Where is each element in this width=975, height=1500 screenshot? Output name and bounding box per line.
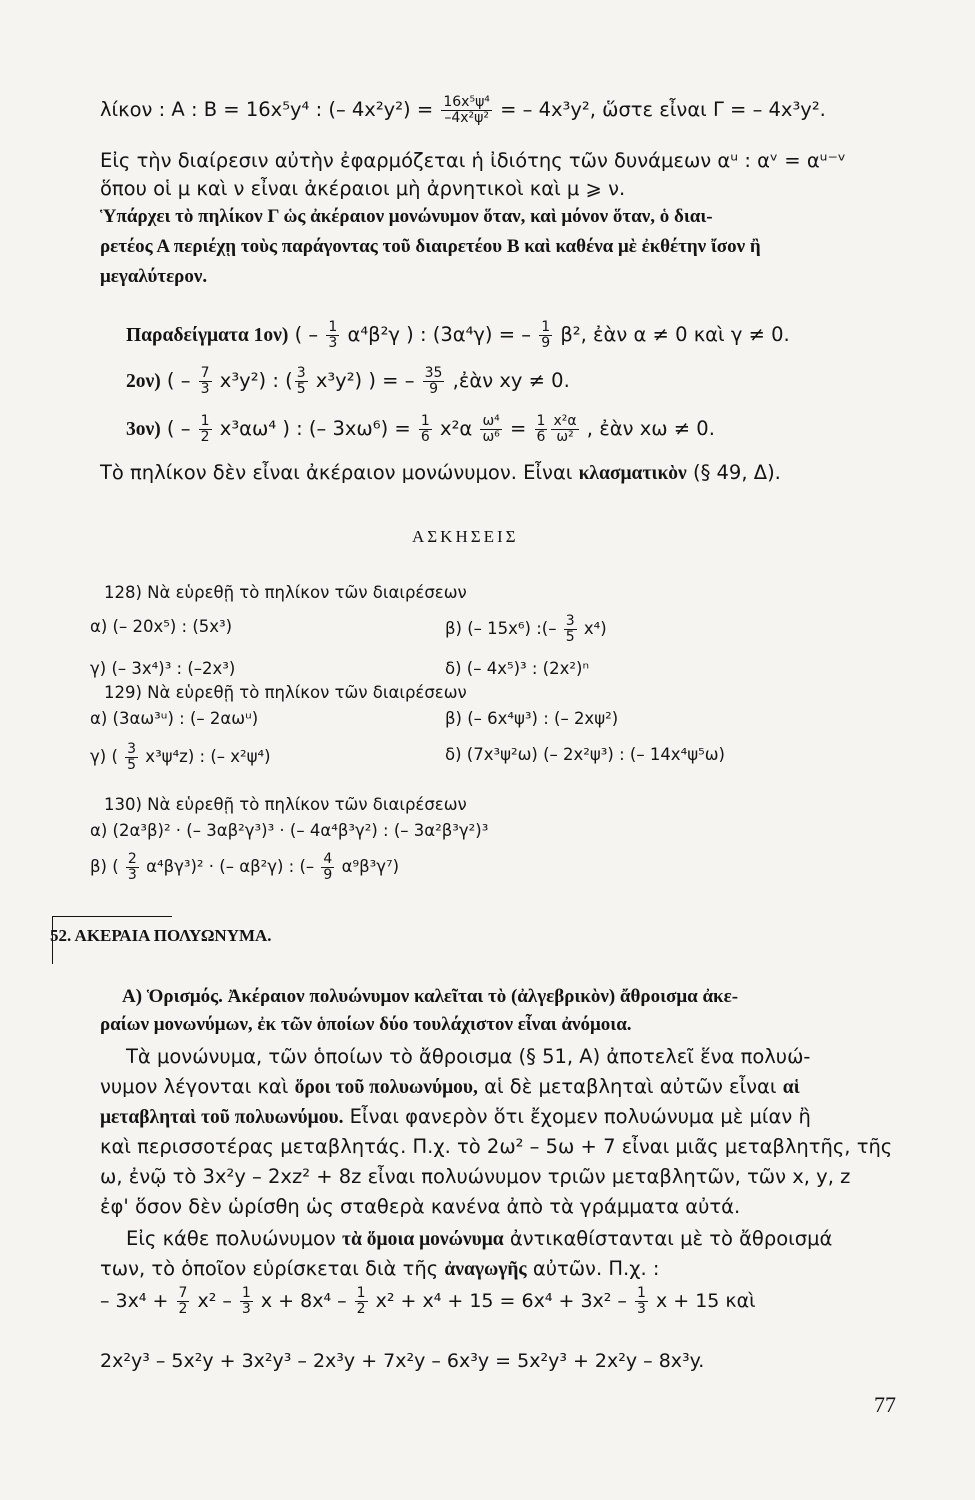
text-line: ὅπου οἱ μ καὶ ν εἶναι ἀκέραιοι μὴ ἀρνητικοὶ καὶ μ ⩾ ν. <box>100 177 626 200</box>
example-label: 2ον) <box>126 371 161 392</box>
fraction-numerator: 16x⁵ψ⁴ <box>443 94 490 110</box>
text-span: = – 4x³y², ὥστε εἶναι Γ = – 4x³y². <box>493 98 826 121</box>
exercise-item: α) (2α³β)² · (– 3αβ²γ³)³ · (– 4α⁴β³γ²) : (– 3α²β³γ²)³ <box>90 821 489 840</box>
text-span: νυμον λέγονται καὶ <box>100 1075 295 1098</box>
fraction <box>295 366 308 397</box>
fraction <box>326 320 339 351</box>
fraction-numerator: 3 <box>127 741 137 757</box>
text-span: x + 15 καὶ <box>649 1290 756 1312</box>
text-line: Εἰς τὴν διαίρεσιν αὐτὴν ἐφαρμόζεται ἡ ἰδιότης τῶν δυνάμεων αᵘ : αᵛ = αᵘ⁻ᵛ <box>100 149 846 172</box>
fraction-denominator: ω² <box>556 429 574 445</box>
paragraph-line: Τὰ μονώνυμα, τῶν ὁποίων τὸ ἄθροισμα (§ 51, Α) ἀποτελεῖ ἕνα πολυώ- <box>126 1045 811 1068</box>
text-span: ( – <box>160 369 197 392</box>
text-span: = <box>503 417 533 440</box>
fraction-denominator: 2 <box>178 1301 188 1317</box>
text-span: x² – <box>191 1290 238 1312</box>
section-rule <box>52 916 172 917</box>
formula-line <box>100 1286 756 1317</box>
text-line <box>100 460 781 487</box>
text-span: αἱ δὲ μεταβληταὶ αὐτῶν εἶναι <box>477 1075 783 1098</box>
exercise-row <box>90 742 870 773</box>
text-line <box>100 95 826 126</box>
exercise-130: 130) Νὰ εὑρεθῇ τὸ πηλίκον τῶν διαιρέσεων <box>104 795 467 814</box>
example-3 <box>126 414 715 445</box>
fraction-numerator: 3 <box>296 365 306 381</box>
text-span: – 3x⁴ + <box>100 1290 175 1312</box>
fraction-numerator: 35 <box>424 365 443 381</box>
definition-label: Α) Ὁρισμός. <box>122 986 228 1007</box>
fraction <box>126 852 139 883</box>
fraction-numerator: 7 <box>200 365 210 381</box>
fraction <box>240 1286 253 1317</box>
fraction-denominator: 5 <box>296 381 306 397</box>
fraction-denominator: 3 <box>328 335 338 351</box>
fraction <box>564 614 577 645</box>
fraction-numerator: 1 <box>536 413 546 429</box>
fraction <box>321 852 334 883</box>
text-span: λίκον : Α : Β = 16x⁵y⁴ : (– 4x²y²) = <box>100 98 440 121</box>
fraction-numerator: 1 <box>200 413 210 429</box>
example-label: Παραδείγματα 1ον) <box>126 325 289 346</box>
example-label: 3ον) <box>126 419 161 440</box>
fraction <box>419 414 432 445</box>
exercise-item: δ) (– 4x⁵)³ : (2x²)ⁿ <box>445 659 590 678</box>
exercise-item <box>90 852 399 883</box>
bold-term: τὰ ὅμοια μονώνυμα <box>342 1229 504 1250</box>
text-line: μεγαλύτερον. <box>100 266 208 287</box>
paragraph-line <box>100 1074 800 1101</box>
fraction-numerator: 1 <box>328 319 338 335</box>
fraction <box>355 1286 368 1317</box>
fraction-denominator: 2 <box>356 1301 366 1317</box>
fraction-denominator: 6 <box>536 429 546 445</box>
text-span: x³ψ⁴z) : (– x²ψ⁴) <box>140 747 271 766</box>
bold-term: αἱ <box>782 1077 800 1098</box>
text-span: x³y²) : ( <box>213 369 293 392</box>
fraction-numerator: 3 <box>565 613 575 629</box>
text-span: α⁹β³γ⁷) <box>336 857 400 876</box>
text-span: Ἀκέραιον πολυώνυμον καλεῖται τὸ (ἀλγεβρικὸν) ἄθροισμα ἀκε- <box>227 986 739 1007</box>
exercise-item <box>445 614 607 645</box>
exercise-item: α) (– 20x⁵) : (5x³) <box>90 617 233 636</box>
text-span: , ἐὰν xω ≠ 0. <box>580 417 715 440</box>
fraction <box>480 414 501 445</box>
text-span: Τὸ πηλίκον δὲν εἶναι ἀκέραιον μονώνυμον. Εἶναι <box>100 461 579 484</box>
text-span: x³αω⁴ ) : (– 3xω⁶) = <box>213 417 417 440</box>
fraction-numerator: ω⁴ <box>482 413 500 429</box>
fraction-numerator: 2 <box>127 851 137 867</box>
paragraph-line <box>100 1256 659 1283</box>
text-span: α⁴β²γ ) : (3α⁴γ) = – <box>341 323 538 346</box>
bold-term: κλασματικὸν <box>578 463 687 484</box>
text-line: ρετέος Α περιέχῃ τοὺς παράγοντας τοῦ διαιρετέου Β καὶ καθένα μὲ ἐκθέτην ἴσον ἢ <box>100 236 761 257</box>
bold-term: ἀναγωγῆς <box>444 1259 527 1280</box>
example-1 <box>126 320 790 351</box>
paragraph-line: ἐφ' ὅσον δὲν ὡρίσθη ὡς σταθερὰ κανένα ἀπὸ τὰ γράμματα αὐτά. <box>100 1195 741 1218</box>
text-span: (§ 49, Δ). <box>686 461 781 484</box>
bold-term: μεταβληταὶ τοῦ πολυωνύμου. <box>100 1107 344 1128</box>
fraction-numerator: 4 <box>323 851 333 867</box>
fraction <box>199 414 212 445</box>
text-span: ( – <box>160 417 197 440</box>
exercise-129: 129) Νὰ εὑρεθῇ τὸ πηλίκον τῶν διαιρέσεων <box>104 683 467 702</box>
fraction-denominator: –4x²ψ² <box>444 110 489 126</box>
text-span: x⁴) <box>578 619 607 638</box>
exercise-128: 128) Νὰ εὑρεθῇ τὸ πηλίκον τῶν διαιρέσεων <box>104 583 467 602</box>
exercise-item <box>90 741 271 773</box>
definition-line: ραίων μονωνύμων, ἐκ τῶν ὁποίων δύο τουλάχιστον εἶναι ἀνόμοια. <box>100 1014 632 1035</box>
fraction-denominator: 9 <box>541 335 551 351</box>
fraction-denominator: 2 <box>200 429 210 445</box>
fraction-numerator: 1 <box>541 319 551 335</box>
text-span: αὐτῶν. Π.χ. : <box>526 1257 660 1280</box>
text-span: α⁴βγ³)² · (– αβ²γ) : (– <box>140 857 320 876</box>
text-line: Ὑπάρχει τὸ πηλίκον Γ ὡς ἀκέραιον μονώνυμον ὅταν, καὶ μόνον ὅταν, ὁ διαι- <box>100 206 713 227</box>
fraction-denominator: 6 <box>420 429 430 445</box>
text-span: β) ( <box>90 857 124 876</box>
fraction <box>125 742 138 773</box>
formula-line: 2x²y³ – 5x²y + 3x²y³ – 2x³y + 7x²y – 6x³y = 5x²y³ + 2x²y – 8x³y. <box>100 1350 705 1372</box>
fraction-denominator: 3 <box>200 381 210 397</box>
text-span: x + 8x⁴ – <box>254 1290 353 1312</box>
fraction <box>177 1286 190 1317</box>
paragraph-line <box>100 1104 811 1131</box>
exercise-row <box>90 706 870 732</box>
fraction <box>535 414 548 445</box>
text-span: β) (– 15x⁶) :(– <box>445 619 562 638</box>
fraction-denominator: 3 <box>241 1301 251 1317</box>
text-span: Εἰς κάθε πολυώνυμον <box>126 1227 343 1250</box>
fraction <box>539 320 552 351</box>
fraction <box>423 366 445 397</box>
exercise-item: δ) (7x³ψ²ω) (– 2x²ψ³) : (– 14x⁴ψ⁵ω) <box>445 745 725 764</box>
fraction-numerator: 1 <box>636 1285 646 1301</box>
exercise-item: α) (3αω³ᵘ) : (– 2αωᵘ) <box>90 709 259 728</box>
text-span: x²α <box>433 417 479 440</box>
text-span: ( – <box>288 323 325 346</box>
section-52-heading: 52. ΑΚΕΡΑΙΑ ΠΟΛΥΩΝΥΜΑ. <box>50 926 272 945</box>
exercises-heading: ΑΣΚΗΣΕΙΣ <box>412 527 519 546</box>
fraction <box>441 95 492 126</box>
text-span: x³y²) ) = – <box>309 369 421 392</box>
exercise-row <box>90 656 870 682</box>
text-span: x² + x⁴ + 15 = 6x⁴ + 3x² – <box>369 1290 633 1312</box>
example-2 <box>126 366 570 397</box>
fraction-numerator: 1 <box>241 1285 251 1301</box>
definition-line <box>122 984 738 1010</box>
exercise-item: β) (– 6x⁴ψ³) : (– 2xψ²) <box>445 709 619 728</box>
fraction-denominator: 9 <box>323 867 333 883</box>
text-span: Εἶναι φανερὸν ὅτι ἔχομεν πολυώνυμα μὲ μίαν ἢ <box>343 1105 811 1128</box>
fraction-denominator: 5 <box>565 629 575 645</box>
fraction-numerator: 7 <box>178 1285 188 1301</box>
bold-term: ὅροι τοῦ πολυωνύμου, <box>294 1077 478 1098</box>
text-span: γ) ( <box>90 747 124 766</box>
fraction-denominator: 5 <box>127 757 137 773</box>
fraction-denominator: 3 <box>636 1301 646 1317</box>
exercise-row <box>90 613 870 645</box>
fraction-denominator: 9 <box>429 381 439 397</box>
fraction-denominator: ω⁶ <box>482 429 500 445</box>
fraction <box>551 414 578 445</box>
paragraph-line: ω, ἐνῷ τὸ 3x²y – 2xz² + 8z εἶναι πολυώνυμον τριῶν μεταβλητῶν, τῶν x, y, z <box>100 1165 851 1188</box>
fraction <box>199 366 212 397</box>
fraction-numerator: x²α <box>553 413 577 429</box>
fraction <box>635 1286 648 1317</box>
text-span: ἀντικαθίστανται μὲ τὸ ἄθροισμά <box>503 1227 833 1250</box>
text-span: ,ἐὰν xy ≠ 0. <box>446 369 570 392</box>
exercise-item: γ) (– 3x⁴)³ : (–2x³) <box>90 659 236 678</box>
text-span: των, τὸ ὁποῖον εὑρίσκεται διὰ τῆς <box>100 1257 445 1280</box>
text-span: β², ἐὰν α ≠ 0 καὶ γ ≠ 0. <box>554 323 790 346</box>
paragraph-line <box>126 1226 832 1253</box>
fraction-numerator: 1 <box>420 413 430 429</box>
paragraph-line: καὶ περισσοτέρας μεταβλητάς. Π.χ. τὸ 2ω² – 5ω + 7 εἶναι μιᾶς μεταβλητῆς, τῆς <box>100 1135 893 1158</box>
fraction-numerator: 1 <box>356 1285 366 1301</box>
page-number: 77 <box>874 1392 896 1417</box>
fraction-denominator: 3 <box>127 867 137 883</box>
